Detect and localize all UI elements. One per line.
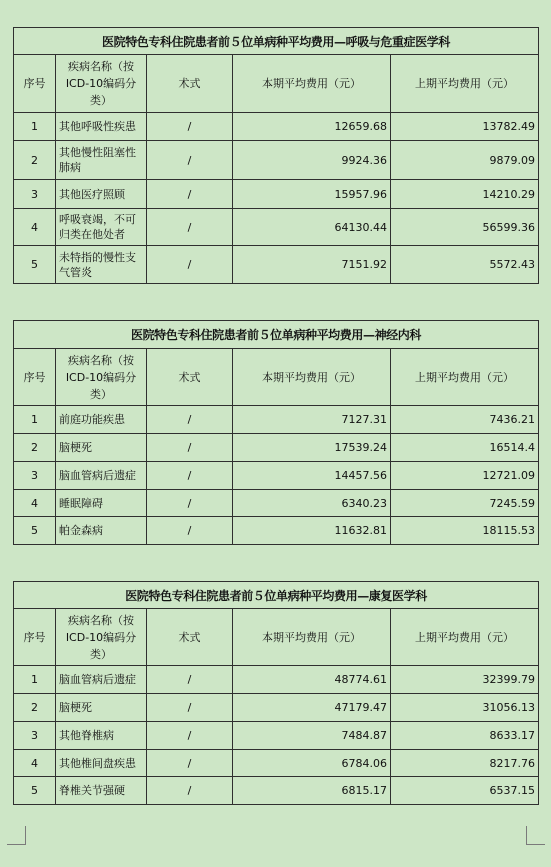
current-cost: 6815.17 <box>233 777 391 805</box>
row-no: 2 <box>14 694 56 722</box>
col-header-previous-cost: 上期平均费用（元） <box>391 349 539 406</box>
operation: / <box>147 246 233 284</box>
operation: / <box>147 722 233 750</box>
operation: / <box>147 694 233 722</box>
col-header-operation: 术式 <box>147 55 233 113</box>
previous-cost: 5572.43 <box>391 246 539 284</box>
current-cost: 7484.87 <box>233 722 391 750</box>
table-row <box>14 517 539 545</box>
table-row <box>14 722 539 750</box>
previous-cost: 6537.15 <box>391 777 539 805</box>
fee-table-neurology <box>13 320 539 545</box>
table-row <box>14 209 539 246</box>
table-row <box>14 490 539 517</box>
current-cost: 14457.56 <box>233 462 391 490</box>
previous-cost: 9879.09 <box>391 141 539 180</box>
operation: / <box>147 750 233 777</box>
current-cost: 12659.68 <box>233 113 391 141</box>
previous-cost: 14210.29 <box>391 180 539 209</box>
col-header-disease-name: 疾病名称（按ICD-10编码分类） <box>56 55 147 113</box>
previous-cost: 56599.36 <box>391 209 539 246</box>
disease-name: 帕金森病 <box>56 517 147 545</box>
table-row <box>14 694 539 722</box>
disease-name: 脑血管病后遗症 <box>56 666 147 694</box>
operation: / <box>147 462 233 490</box>
page-corner-mark-left <box>7 826 26 845</box>
col-header-current-cost: 本期平均费用（元） <box>233 609 391 666</box>
table-row <box>14 246 539 284</box>
row-no: 1 <box>14 666 56 694</box>
col-header-no: 序号 <box>14 349 56 406</box>
operation: / <box>147 434 233 462</box>
row-no: 5 <box>14 777 56 805</box>
previous-cost: 12721.09 <box>391 462 539 490</box>
row-no: 4 <box>14 209 56 246</box>
table-row <box>14 750 539 777</box>
previous-cost: 32399.79 <box>391 666 539 694</box>
page-corner-mark-right <box>526 826 545 845</box>
row-no: 5 <box>14 517 56 545</box>
operation: / <box>147 180 233 209</box>
current-cost: 6784.06 <box>233 750 391 777</box>
previous-cost: 8217.76 <box>391 750 539 777</box>
operation: / <box>147 666 233 694</box>
current-cost: 17539.24 <box>233 434 391 462</box>
disease-name: 脑梗死 <box>56 694 147 722</box>
table-title: 医院特色专科住院患者前５位单病种平均费用—呼吸与危重症医学科 <box>14 28 539 55</box>
row-no: 3 <box>14 180 56 209</box>
previous-cost: 8633.17 <box>391 722 539 750</box>
disease-name: 其他慢性阻塞性肺病 <box>56 141 147 180</box>
col-header-disease-name: 疾病名称（按ICD-10编码分类） <box>56 349 147 406</box>
table-row <box>14 462 539 490</box>
disease-name: 其他医疗照顾 <box>56 180 147 209</box>
previous-cost: 7436.21 <box>391 406 539 434</box>
row-no: 3 <box>14 462 56 490</box>
current-cost: 6340.23 <box>233 490 391 517</box>
row-no: 5 <box>14 246 56 284</box>
operation: / <box>147 209 233 246</box>
col-header-no: 序号 <box>14 55 56 113</box>
disease-name: 未特指的慢性支气管炎 <box>56 246 147 284</box>
previous-cost: 18115.53 <box>391 517 539 545</box>
previous-cost: 13782.49 <box>391 113 539 141</box>
col-header-current-cost: 本期平均费用（元） <box>233 55 391 113</box>
operation: / <box>147 517 233 545</box>
current-cost: 7127.31 <box>233 406 391 434</box>
table-row <box>14 113 539 141</box>
operation: / <box>147 141 233 180</box>
row-no: 1 <box>14 113 56 141</box>
previous-cost: 16514.4 <box>391 434 539 462</box>
fee-table-respiratory <box>13 27 539 284</box>
current-cost: 7151.92 <box>233 246 391 284</box>
disease-name: 其他椎间盘疾患 <box>56 750 147 777</box>
disease-name: 前庭功能疾患 <box>56 406 147 434</box>
row-no: 4 <box>14 750 56 777</box>
fee-table-rehabilitation <box>13 581 539 805</box>
col-header-operation: 术式 <box>147 349 233 406</box>
row-no: 3 <box>14 722 56 750</box>
row-no: 2 <box>14 141 56 180</box>
col-header-operation: 术式 <box>147 609 233 666</box>
disease-name: 其他脊椎病 <box>56 722 147 750</box>
row-no: 4 <box>14 490 56 517</box>
table-row <box>14 180 539 209</box>
table-row <box>14 666 539 694</box>
operation: / <box>147 777 233 805</box>
current-cost: 9924.36 <box>233 141 391 180</box>
current-cost: 11632.81 <box>233 517 391 545</box>
disease-name: 其他呼吸性疾患 <box>56 113 147 141</box>
col-header-previous-cost: 上期平均费用（元） <box>391 55 539 113</box>
disease-name: 脑血管病后遗症 <box>56 462 147 490</box>
operation: / <box>147 406 233 434</box>
col-header-current-cost: 本期平均费用（元） <box>233 349 391 406</box>
row-no: 2 <box>14 434 56 462</box>
disease-name: 脊椎关节强硬 <box>56 777 147 805</box>
table-row <box>14 777 539 805</box>
current-cost: 48774.61 <box>233 666 391 694</box>
current-cost: 15957.96 <box>233 180 391 209</box>
disease-name: 睡眠障碍 <box>56 490 147 517</box>
disease-name: 脑梗死 <box>56 434 147 462</box>
col-header-no: 序号 <box>14 609 56 666</box>
col-header-previous-cost: 上期平均费用（元） <box>391 609 539 666</box>
current-cost: 47179.47 <box>233 694 391 722</box>
operation: / <box>147 113 233 141</box>
operation: / <box>147 490 233 517</box>
current-cost: 64130.44 <box>233 209 391 246</box>
table-title: 医院特色专科住院患者前５位单病种平均费用—康复医学科 <box>14 582 539 609</box>
table-row <box>14 406 539 434</box>
previous-cost: 31056.13 <box>391 694 539 722</box>
table-row <box>14 141 539 180</box>
previous-cost: 7245.59 <box>391 490 539 517</box>
table-title: 医院特色专科住院患者前５位单病种平均费用—神经内科 <box>14 321 539 349</box>
disease-name: 呼吸衰竭，不可归类在他处者 <box>56 209 147 246</box>
table-row <box>14 434 539 462</box>
col-header-disease-name: 疾病名称（按ICD-10编码分类） <box>56 609 147 666</box>
row-no: 1 <box>14 406 56 434</box>
